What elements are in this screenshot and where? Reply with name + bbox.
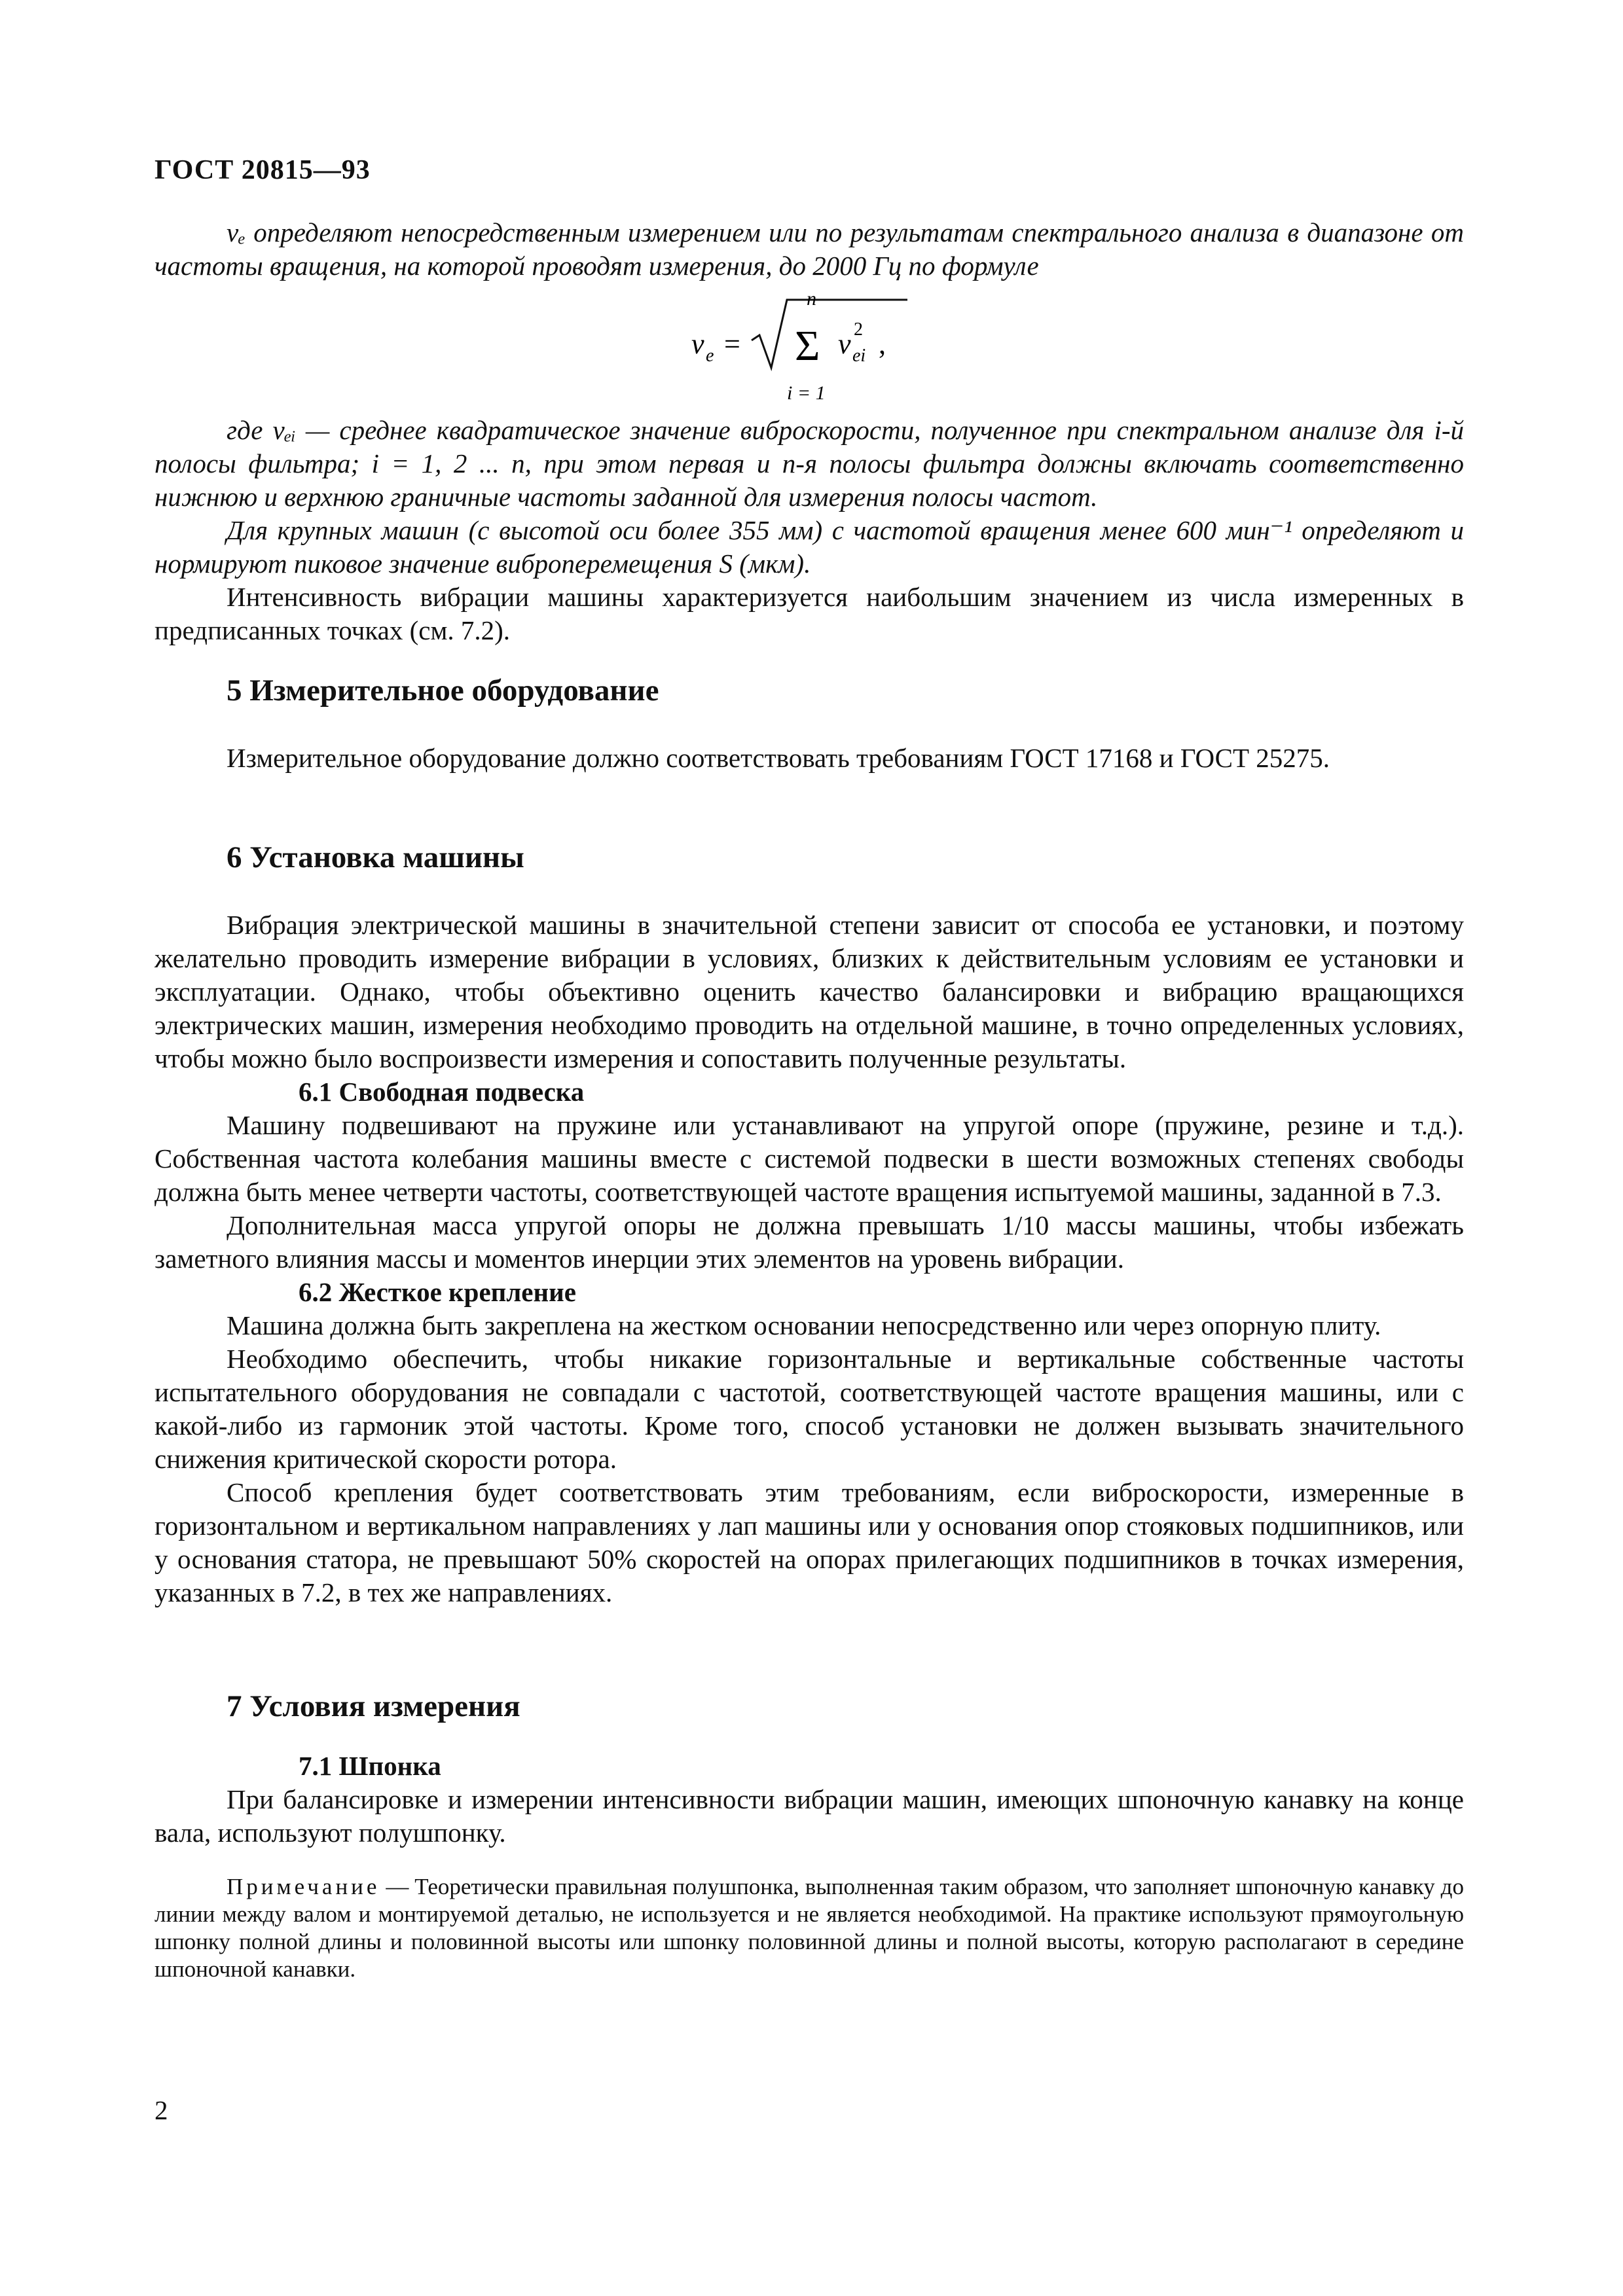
section-6-title: 6 Установка машины bbox=[227, 840, 524, 874]
formula-comma: , bbox=[879, 328, 886, 360]
subsection-6-1-paragraph-1: Машину подвешивают на пружине или устанавливают на упругой опоре (пружине, резине и т.д.). Собственная частота колебания машины вместе с системой подвески в шести возможных степенях свободы должна быть менее четверти частоты, соответствующей частоте вращения испытуемой машины, заданной в 7.3. bbox=[155, 1110, 1464, 1207]
subsection-6-1-paragraph-2: Дополнительная масса упругой опоры не должна превышать 1/10 массы машины, чтобы избежать заметного влияния массы и моментов инерции этих элементов на уровень вибрации. bbox=[155, 1210, 1464, 1274]
note-text: — Теоретически правильная полушпонка, выполненная таким образом, что заполняет шпоночную канавку до линии между валом и монтируемой деталью, не используется и не является необходимой. На практике используют прямоугольную шпонку полной длины и половинной высоты или шпонку половинной длины и полной высоты, которую располагают в середине шпоночной канавки. bbox=[155, 1874, 1464, 1982]
formula-graphic bbox=[691, 287, 966, 411]
subsection-7-1-title: 7.1 Шпонка bbox=[299, 1751, 441, 1781]
note-label: Примечание bbox=[227, 1874, 380, 1899]
formula-term-sup: 2 bbox=[854, 319, 863, 340]
subsection-6-1-title: 6.1 Свободная подвеска bbox=[299, 1077, 585, 1107]
note-paragraph bbox=[155, 1873, 1464, 1983]
intro-paragraph-where: где vₑᵢ — среднее квадратическое значение виброскорости, полученное при спектральном анализе для i-й полосы фильтра; i = 1, 2 ... n, при этом первая и n-я полосы фильтра должны включать соответственно нижнюю и верхнюю граничные частоты заданной для измерения полосы частот. bbox=[155, 415, 1464, 512]
sum-upper-limit: n bbox=[807, 288, 816, 310]
page-number: 2 bbox=[155, 2095, 168, 2125]
formula-term: v bbox=[838, 328, 851, 360]
subsection-6-2-paragraph-1: Машина должна быть закреплена на жестком основании непосредственно или через опорную плиту. bbox=[227, 1310, 1381, 1340]
formula-lhs: v bbox=[691, 328, 704, 360]
section-5-title: 5 Измерительное оборудование bbox=[227, 673, 659, 708]
intro-paragraph-large-machines: Для крупных машин (с высотой оси более 355 мм) с частотой вращения менее 600 мин⁻¹ определяют и нормируют пиковое значение виброперемещения S (мкм). bbox=[155, 515, 1464, 579]
section-5-paragraph: Измерительное оборудование должно соответствовать требованиям ГОСТ 17168 и ГОСТ 25275. bbox=[227, 743, 1330, 773]
subsection-6-2-title: 6.2 Жесткое крепление bbox=[299, 1277, 576, 1307]
formula-term-sub: ei bbox=[852, 346, 866, 366]
section-6-paragraph: Вибрация электрической машины в значительной степени зависит от способа ее установки, и поэтому желательно проводить измерение вибрации в условиях, близких к действительным условиям ее установки и эксплуатации. Однако, чтобы объективно оценить качество балансировки и вибрацию вращающихся электрических машин, измерения необходимо проводить на отдельной машине, в точно определенных условиях, чтобы можно было воспроизвести измерения и сопоставить полученные результаты. bbox=[155, 910, 1464, 1073]
document-code-header: ГОСТ 20815—93 bbox=[155, 155, 371, 185]
subsection-7-1-paragraph: При балансировке и измерении интенсивности вибрации машин, имеющих шпоночную канавку на конце вала, используют полушпонку. bbox=[155, 1784, 1464, 1848]
sum-sign: Σ bbox=[795, 322, 820, 370]
intro-paragraph-ve: vₑ определяют непосредственным измерением или по результатам спектрального анализа в диапазоне от частоты вращения, на которой проводят измерения, до 2000 Гц по формуле bbox=[155, 217, 1464, 281]
formula-lhs-sub: e bbox=[706, 346, 714, 366]
sum-lower-limit: i = 1 bbox=[787, 382, 826, 404]
document-body bbox=[155, 216, 1464, 1983]
subsection-6-2-paragraph-3: Способ крепления будет соответствовать этим требованиям, если виброскорости, измеренные в горизонтальном и вертикальном направлениях у лап машины или у основания опор стояковых подшипников, или у основания статора, не превышают 50% скоростей на опорах прилегающих подшипников в точках измерения, указанных в 7.2, в тех же направлениях. bbox=[155, 1477, 1464, 1607]
intro-paragraph-intensity: Интенсивность вибрации машины характеризуется наибольшим значением из числа измеренных в предписанных точках (см. 7.2). bbox=[155, 582, 1464, 645]
subsection-6-2-paragraph-2: Необходимо обеспечить, чтобы никакие горизонтальные и вертикальные собственные частоты испытательного оборудования не совпадали с частотой, соответствующей частоте вращения машины, или с какой-либо из гармоник этой частоты. Кроме того, способ установки не должен вызывать значительного снижения критической скорости ротора. bbox=[155, 1344, 1464, 1474]
section-7-title: 7 Условия измерения bbox=[227, 1689, 520, 1723]
rms-velocity-formula bbox=[155, 287, 1464, 411]
formula-equals: = bbox=[724, 328, 740, 360]
